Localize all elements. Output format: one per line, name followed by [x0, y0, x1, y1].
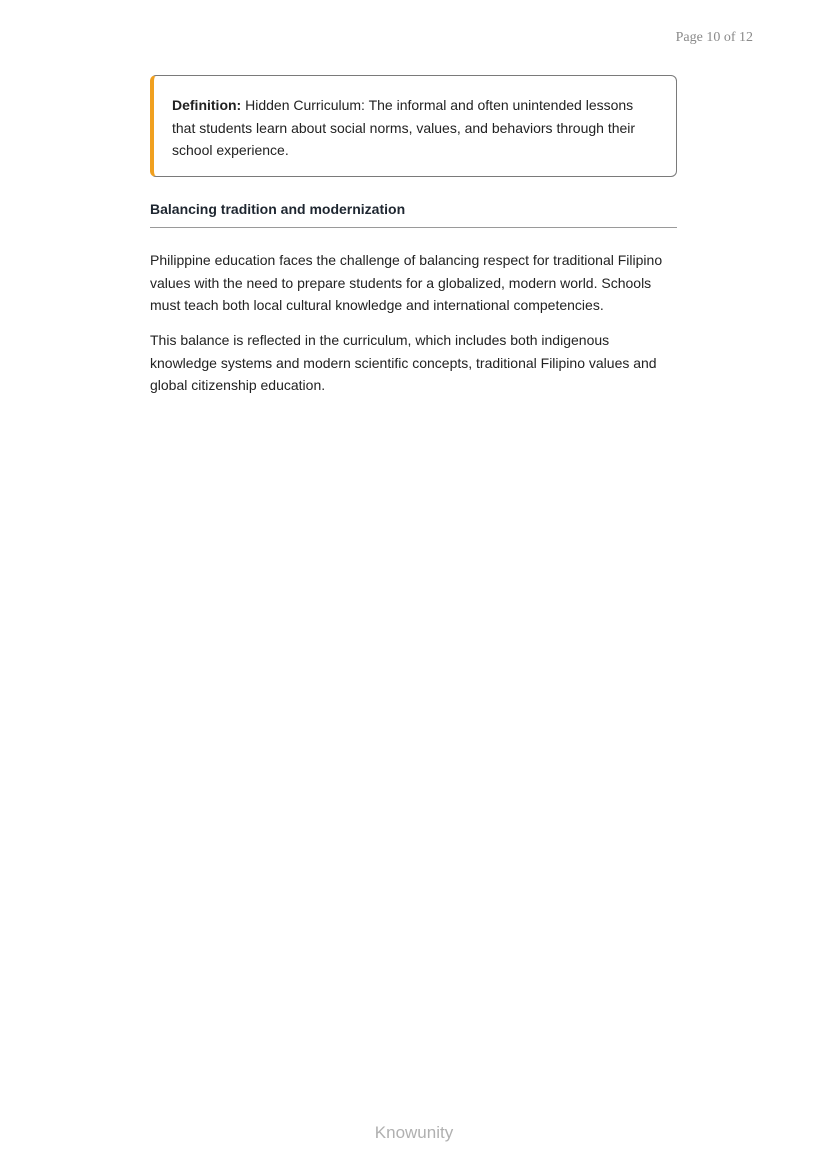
definition-callout [150, 75, 677, 177]
footer-brand-logo: Knowunity [374, 1123, 454, 1142]
section-heading: Balancing tradition and modernization [150, 200, 677, 228]
page-indicator: Page 10 of 12 [675, 30, 753, 45]
definition-label: Definition: [172, 97, 242, 113]
definition-text: Hidden Curriculum: The informal and often unintended lessons that students learn about social norms, values, and behaviors through their school experience. [172, 97, 636, 158]
paragraph-1: Philippine education faces the challenge of balancing respect for traditional Filipino values with the need to prepare students for a globalized, modern world. Schools must teach both local cultural knowledge and international competencies. [150, 252, 663, 313]
paragraph-2: This balance is reflected in the curriculum, which includes both indigenous knowledge systems and modern scientific concepts, traditional Filipino values and global citizenship education. [150, 332, 657, 393]
